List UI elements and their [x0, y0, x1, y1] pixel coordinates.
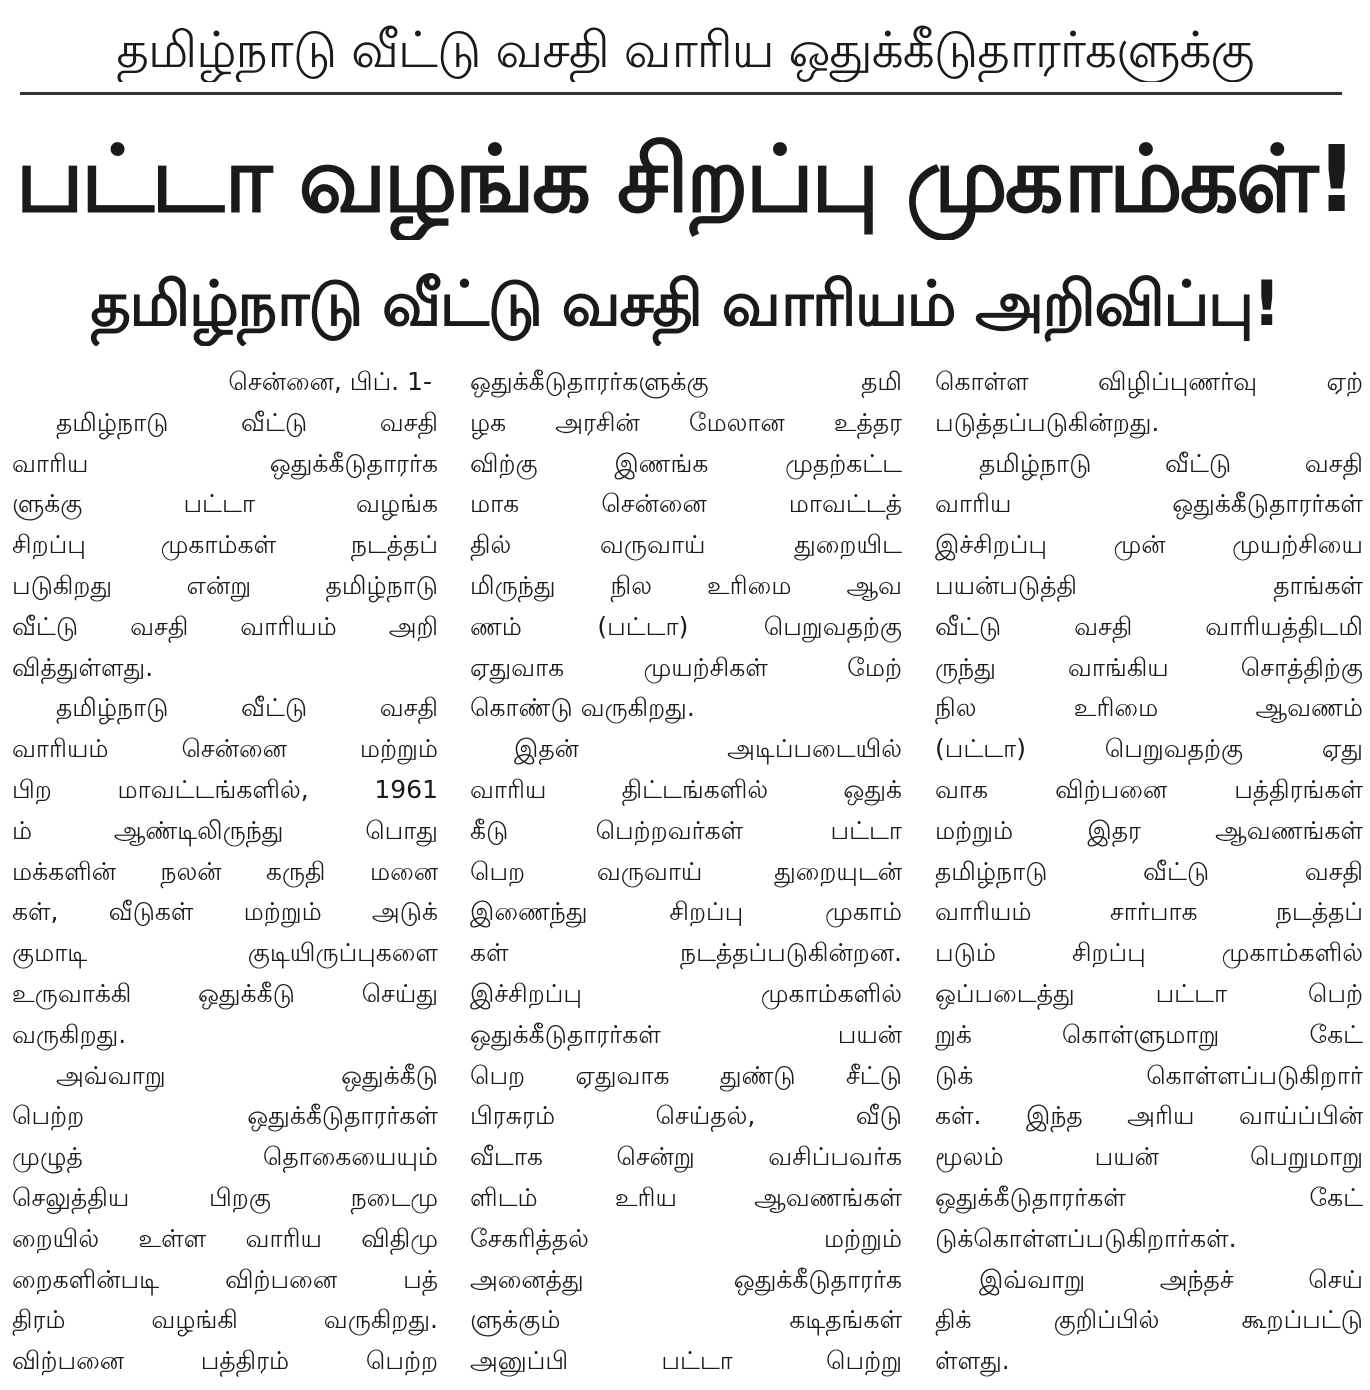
article-text-line: ஒதுக்கீடுதாரர்கள் பயன் [470, 1019, 902, 1049]
article-text-line: இதன் அடிப்படையில் [514, 734, 902, 764]
article-text-line: ளிடம் உரிய ஆவணங்கள் [470, 1182, 902, 1212]
article-text-line: ம் ஆண்டிலிருந்து பொது [12, 815, 438, 845]
article-text-line: மிருந்து நில உரிமை ஆவ [470, 570, 902, 600]
dateline: சென்னை, பிப். 1- [228, 367, 432, 396]
article-column-1 [12, 362, 438, 1382]
article-text-line: ளுக்கும் கடிதங்கள் [470, 1305, 902, 1335]
article-text-line: ளுக்கு பட்டா வழங்க [12, 489, 438, 519]
article-text-line: பயன்படுத்தி தாங்கள் [935, 570, 1363, 600]
article-text-line: கள் நடத்தப்படுகின்றன. [470, 938, 902, 968]
article-text-line: (பட்டா) பெறுவதற்கு ஏது [935, 734, 1363, 764]
article-text-line: படுத்தப்படுகின்றது. [935, 407, 1160, 437]
article-text-line: வாரிய ஒதுக்கீடுதாரர்கள் [935, 489, 1363, 519]
article-text-line: ஒதுக்கீடுதாரர்களுக்கு தமி [470, 367, 902, 396]
article-text-line: செலுத்திய பிறகு நடைமு [12, 1182, 438, 1212]
article-column-3 [935, 362, 1363, 1382]
article-text-line: அனைத்து ஒதுக்கீடுதாரர்க [470, 1264, 902, 1294]
article-text-line: இச்சிறப்பு முகாம்களில் [470, 978, 902, 1008]
article-text-line: ஏதுவாக முயற்சிகள் மேற் [470, 652, 902, 682]
article-text-line: அவ்வாறு ஒதுக்கீடு [56, 1060, 438, 1090]
article-text-line: படுகிறது என்று தமிழ்நாடு [12, 570, 438, 600]
article-text-line: வாரிய திட்டங்களில் ஒதுக் [470, 774, 902, 804]
article-text-line: மக்களின் நலன் கருதி மனை [12, 856, 438, 886]
article-text-line: வாரிய ஒதுக்கீடுதாரர்க [12, 448, 438, 478]
article-text-line: வருகிறது. [12, 1019, 127, 1049]
article-column-2 [470, 362, 902, 1382]
article-text-line: ருந்து வாங்கிய சொத்திற்கு [935, 652, 1363, 682]
article-text-line: ழக அரசின் மேலான உத்தர [470, 407, 902, 437]
article-text-line: றையில் உள்ள வாரிய விதிமு [12, 1223, 438, 1253]
article-text-line: விற்கு இணங்க முதற்கட்ட [470, 448, 902, 478]
article-text-line: முழுத் தொகையையும் [12, 1142, 438, 1172]
article-text-line: கீடு பெற்றவர்கள் பட்டா [470, 815, 902, 845]
article-text-line: சேகரித்தல் மற்றும் [470, 1223, 902, 1253]
article-text-line: வாக விற்பனை பத்திரங்கள் [935, 774, 1363, 804]
sub-headline: தமிழ்நாடு வீட்டு வசதி வாரியம் அறிவிப்பு! [90, 267, 1280, 340]
article-text-line: வீட்டு வசதி வாரியம் அறி [12, 611, 438, 641]
article-text-line: உருவாக்கி ஒதுக்கீடு செய்து [12, 978, 438, 1008]
article-text-line: நில உரிமை ஆவணம் [935, 693, 1363, 723]
article-text-line: வாரியம் சென்னை மற்றும் [12, 734, 438, 764]
article-text-line: தில் வருவாய் துறையிட [470, 530, 902, 560]
article-text-line: ஒப்படைத்து பட்டா பெற் [935, 978, 1363, 1008]
article-text-line: வாரியம் சார்பாக நடத்தப் [935, 897, 1363, 927]
article-text-line: குமாடி குடியிருப்புகளை [12, 938, 438, 968]
article-text-line: விற்பனை பத்திரம் பெற்ற [12, 1346, 438, 1376]
article-text-line: தமிழ்நாடு வீட்டு வசதி [56, 407, 438, 437]
article-text-line: பிற மாவட்டங்களில், 1961 [12, 774, 438, 804]
main-headline: பட்டா வழங்க சிறப்பு முகாம்கள்! [15, 126, 1355, 233]
article-text-line: இவ்வாறு அந்தச் செய் [979, 1264, 1363, 1294]
article-text-line: படும் சிறப்பு முகாம்களில் [935, 938, 1363, 968]
article-text-line: திரம் வழங்கி வருகிறது. [12, 1305, 438, 1335]
article-text-line: டுக்கொள்ளப்படுகிறார்கள். [935, 1223, 1237, 1253]
article-text-line: அனுப்பி பட்டா பெற்று [470, 1346, 902, 1376]
article-text-line: கொள்ள விழிப்புணர்வு ஏற் [935, 367, 1363, 396]
article-text-line: திக் குறிப்பில் கூறப்பட்டு [935, 1305, 1363, 1335]
article-text-line: இணைந்து சிறப்பு முகாம் [470, 897, 902, 927]
article-text-line: வீடாக சென்று வசிப்பவர்க [470, 1142, 902, 1172]
article-text-line: ள்ளது. [935, 1346, 1010, 1376]
article-text-line: றுக் கொள்ளுமாறு கேட் [935, 1019, 1363, 1049]
article-text-line: பெற வருவாய் துறையுடன் [470, 856, 902, 886]
article-text-line: பிரசுரம் செய்தல், வீடு [470, 1101, 902, 1131]
article-text-line: வீட்டு வசதி வாரியத்திடமி [935, 611, 1363, 641]
article-text-line: றைகளின்படி விற்பனை பத் [12, 1264, 438, 1294]
article-text-line: பெற ஏதுவாக துண்டு சீட்டு [470, 1060, 902, 1090]
article-text-line: டுக் கொள்ளப்படுகிறார் [935, 1060, 1363, 1090]
header-divider [20, 92, 1342, 95]
article-text-line: ஒதுக்கீடுதாரர்கள் கேட் [935, 1182, 1363, 1212]
article-text-line: பெற்ற ஒதுக்கீடுதாரர்கள் [12, 1101, 438, 1131]
article-text-line: மற்றும் இதர ஆவணங்கள் [935, 815, 1363, 845]
article-text-line: கள், வீடுகள் மற்றும் அடுக் [12, 897, 438, 927]
article-text-line: வித்துள்ளது. [12, 652, 154, 682]
article-text-line: ணம் (பட்டா) பெறுவதற்கு [470, 611, 902, 641]
article-text-line: தமிழ்நாடு வீட்டு வசதி [56, 693, 438, 723]
article-text-line: மாக சென்னை மாவட்டத் [470, 489, 902, 519]
article-text-line: தமிழ்நாடு வீட்டு வசதி [979, 448, 1363, 478]
article-text-line: கொண்டு வருகிறது. [470, 693, 695, 723]
article-text-line: தமிழ்நாடு வீட்டு வசதி [935, 856, 1363, 886]
article-text-line: மூலம் பயன் பெறுமாறு [935, 1142, 1363, 1172]
article-text-line: கள். இந்த அரிய வாய்ப்பின் [935, 1101, 1363, 1131]
article-text-line: சிறப்பு முகாம்கள் நடத்தப் [12, 530, 438, 560]
kicker-headline: தமிழ்நாடு வீட்டு வசதி வாரிய ஒதுக்கீடுதாரர்களுக்கு [116, 21, 1254, 79]
article-header [0, 0, 1370, 360]
article-text-line: இச்சிறப்பு முன் முயற்சியை [935, 530, 1363, 560]
